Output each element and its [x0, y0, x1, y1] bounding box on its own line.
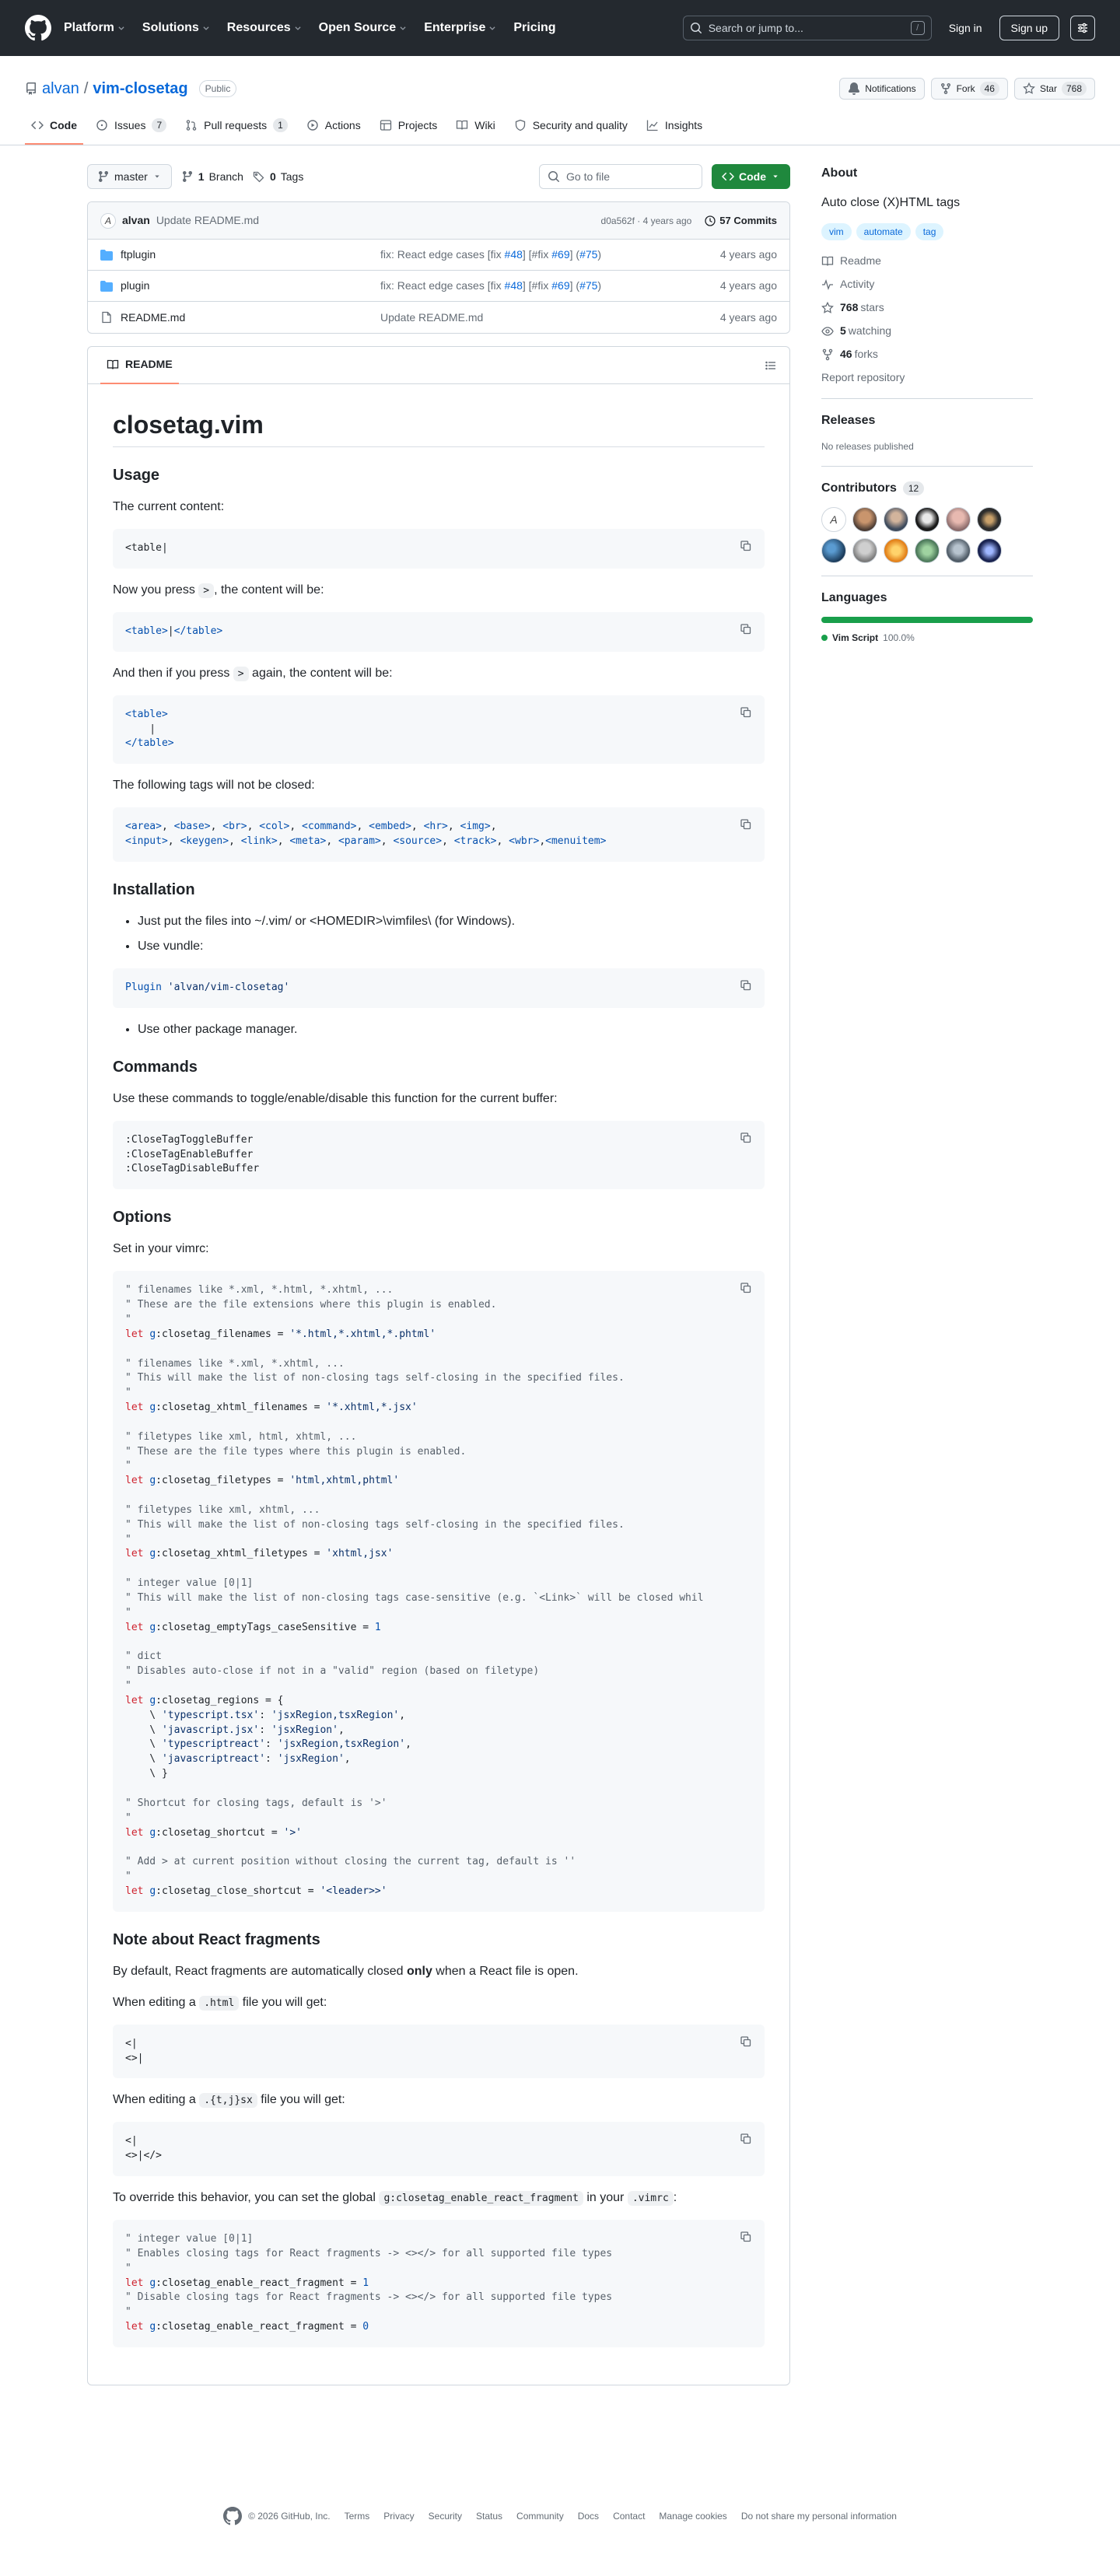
commit-author[interactable]: alvan	[122, 214, 150, 226]
tab-label: Wiki	[474, 118, 495, 131]
repo-actions	[839, 78, 1095, 100]
topic-tag[interactable]: automate	[856, 223, 911, 240]
paragraph-commands: Use these commands to toggle/enable/disable this function for the current buffer:	[113, 1091, 558, 1105]
paragraph-override	[113, 2189, 765, 2207]
text: again, the content will be:	[248, 666, 393, 680]
footer	[0, 2488, 1120, 2557]
nav-item-label: Resources	[226, 21, 291, 34]
tab-wiki[interactable]	[450, 107, 501, 145]
language-bar	[821, 617, 1033, 623]
file-name-link[interactable]	[100, 310, 380, 326]
file-navigation	[87, 164, 790, 189]
book-icon	[821, 255, 834, 268]
list-icon	[765, 359, 777, 372]
file-name: README.md	[121, 310, 186, 324]
commit-message-text: fix: React edge cases [fix	[380, 248, 505, 261]
paragraph-current: The current content:	[113, 500, 225, 513]
branches-label: Branch	[208, 170, 243, 183]
sidebar-link-count: 46	[840, 348, 852, 360]
code-button-label: Code	[739, 170, 766, 183]
avatar[interactable]	[946, 507, 971, 532]
nav-item-solutions[interactable]	[142, 19, 210, 37]
commands-heading: Commands	[113, 1058, 198, 1076]
file-name-link[interactable]	[100, 278, 380, 294]
history-icon	[704, 215, 716, 227]
fork-count: 46	[980, 82, 999, 96]
code-block-1	[113, 529, 765, 569]
issue-link[interactable]: #48	[504, 248, 523, 261]
inline-code: g:closetag_enable_react_fragment	[379, 2191, 583, 2206]
branch-selector[interactable]	[87, 164, 172, 189]
avatar[interactable]	[915, 507, 940, 532]
tag-icon	[253, 170, 265, 183]
file-row	[88, 271, 789, 302]
footer-link[interactable]: Do not share my personal information	[740, 2511, 897, 2522]
sidebar-link-count: 768	[840, 301, 859, 313]
chevron-down-icon	[488, 24, 496, 32]
sign-in-link[interactable]: Sign in	[948, 21, 982, 34]
visibility-badge: Public	[199, 80, 237, 97]
nav-item-label: Pricing	[513, 21, 556, 34]
readme-tab[interactable]	[100, 347, 179, 384]
releases-section	[821, 411, 1033, 453]
language-item[interactable]	[821, 631, 1033, 645]
search-shortcut-key: /	[911, 21, 925, 35]
eye-icon	[821, 325, 834, 338]
path-separator: /	[83, 80, 89, 97]
copy-icon[interactable]	[737, 620, 755, 639]
avatar[interactable]	[884, 507, 908, 532]
list-item: • Use other package manager.	[138, 1020, 765, 1039]
contributors-count: 12	[903, 481, 924, 495]
code-block-html: <| <>|	[113, 2025, 765, 2079]
paragraph-not-closed: The following tags will not be closed:	[113, 779, 315, 793]
code-block-6: :CloseTagToggleBuffer :CloseTagEnableBuffer :CloseTagDisableBuffer	[113, 1121, 765, 1190]
usage-heading: Usage	[113, 467, 160, 484]
chevron-down-icon	[399, 24, 407, 32]
installation-heading: Installation	[113, 880, 195, 898]
footer-link[interactable]: Security	[428, 2511, 462, 2522]
code-block-tsx: <| <>|</>	[113, 2122, 765, 2176]
nav-item-platform[interactable]	[64, 19, 125, 37]
go-to-file-placeholder: Go to file	[566, 170, 611, 183]
menu-button[interactable]	[1070, 16, 1095, 40]
avatar[interactable]	[884, 538, 908, 563]
chevron-down-icon	[152, 172, 162, 181]
copy-icon[interactable]	[737, 703, 755, 722]
graph-icon	[646, 119, 659, 131]
file-date: 4 years ago	[719, 310, 777, 324]
report-link-row	[821, 369, 1033, 386]
repo-icon	[25, 82, 37, 95]
text: Now you press	[113, 583, 199, 597]
tab-label: Insights	[664, 118, 703, 131]
main-layout	[87, 145, 1033, 2385]
copy-icon[interactable]	[737, 2228, 755, 2246]
nav-item-resources[interactable]	[227, 19, 302, 37]
branch-name: master	[114, 170, 148, 183]
nav-item-label: Platform	[64, 21, 114, 34]
releases-heading[interactable]: Releases	[821, 414, 876, 427]
commits-count: 57 Commits	[719, 214, 777, 226]
list-item: • Use vundle:	[138, 937, 765, 956]
text: And then if you press	[113, 666, 233, 680]
divider	[821, 398, 1033, 399]
list-item: • Just put the files into ~/.vim/ or <HOMEDIR>\vimfiles\ (for Windows).	[138, 912, 765, 931]
bell-icon	[848, 82, 860, 95]
tab-actions[interactable]	[300, 107, 367, 145]
pulse-icon	[821, 278, 834, 291]
avatar[interactable]	[852, 538, 877, 563]
commit-message-text: fix: React edge cases [fix	[380, 279, 505, 292]
table-icon	[380, 119, 392, 131]
search-icon	[548, 170, 560, 183]
options-heading: Options	[113, 1209, 172, 1227]
language-percent: 100.0%	[883, 632, 915, 643]
report-repository-link[interactable]: Report repository	[821, 371, 905, 383]
inline-code: >	[233, 667, 249, 681]
file-row	[88, 302, 789, 333]
github-logo-icon[interactable]	[223, 2507, 242, 2525]
sidebar-link-stars[interactable]	[821, 299, 1033, 316]
pull-request-icon	[185, 119, 198, 131]
tags-label: Tags	[280, 170, 304, 183]
repo-content	[87, 164, 790, 2385]
text: When editing a	[113, 2093, 200, 2107]
avatar[interactable]: A	[821, 507, 846, 532]
languages-heading: Languages	[821, 591, 887, 604]
commit-hash-date[interactable]: d0a562f · 4 years ago	[600, 215, 692, 226]
copy-icon[interactable]	[737, 976, 755, 995]
nav-item-label: Enterprise	[424, 21, 486, 34]
fork-icon	[821, 348, 834, 361]
tab-count: 1	[273, 118, 288, 132]
repo-header	[0, 56, 1120, 145]
avatar[interactable]	[852, 507, 877, 532]
footer-link[interactable]: Docs	[577, 2511, 600, 2522]
sidebar-link-label: Readme	[840, 254, 881, 267]
code-block-override: " integer value [0|1] " Enables closing tags for React fragments -> <></> for all supported file types " let g:closetag_enable_react_fragment = 1 " Disable closing tags for React fragments -> <></> for all supported file types " let g:closetag_enable_react_fragment = 0	[113, 2220, 765, 2347]
global-search[interactable]	[683, 16, 932, 40]
go-to-file-input[interactable]	[539, 164, 702, 189]
readme-header	[88, 347, 789, 384]
paragraph-now	[113, 581, 765, 600]
copy-icon[interactable]	[737, 2130, 755, 2148]
language-name: Vim Script	[832, 632, 879, 643]
text: :	[673, 2191, 677, 2205]
nav-item-label: Solutions	[142, 21, 199, 34]
sidebar-link-watching[interactable]	[821, 323, 1033, 339]
copy-icon[interactable]	[737, 815, 755, 834]
topic-tag[interactable]: vim	[821, 223, 852, 240]
nav-item-enterprise[interactable]	[424, 19, 496, 37]
language-dot-icon	[821, 635, 828, 641]
outline-button[interactable]	[765, 359, 777, 372]
repo-tabs	[0, 107, 1120, 145]
repo-name-link[interactable]: vim-closetag	[93, 80, 188, 97]
star-icon	[1023, 82, 1035, 95]
file-name: ftplugin	[121, 248, 156, 261]
tab-projects[interactable]	[373, 107, 444, 145]
copy-icon[interactable]	[737, 1129, 755, 1147]
file-name: plugin	[121, 279, 150, 292]
file-commit-message: fix: React edge cases [fix #48] [#fix #69] (#75)	[380, 279, 602, 292]
latest-commit-row	[88, 202, 789, 240]
star-label: Star	[1039, 83, 1057, 94]
sidebar-link-label: stars	[860, 301, 884, 313]
tab-issues[interactable]	[89, 107, 173, 145]
nav-item-label: Open Source	[318, 21, 397, 34]
tab-pull-requests[interactable]	[179, 107, 294, 145]
avatar[interactable]	[915, 538, 940, 563]
sidebar-link-Activity[interactable]	[821, 276, 1033, 292]
file-icon	[100, 311, 113, 324]
file-row	[88, 240, 789, 271]
sign-up-button[interactable]: Sign up	[999, 16, 1059, 40]
file-list	[87, 201, 790, 334]
github-logo-icon[interactable]	[25, 15, 51, 41]
footer-link[interactable]: Community	[516, 2511, 564, 2522]
text: When editing a	[113, 1995, 200, 2009]
text: To override this behavior, you can set the global	[113, 2191, 380, 2205]
branches-count: 1	[198, 170, 205, 183]
paragraph-html	[113, 1993, 765, 2012]
text: file you will get:	[257, 2093, 345, 2107]
chevron-down-icon	[771, 172, 780, 181]
text: in your	[583, 2191, 628, 2205]
sidebar-link-forks[interactable]	[821, 346, 1033, 362]
sliders-icon	[1076, 22, 1089, 34]
branch-icon	[181, 170, 194, 183]
paragraph-vimrc: Set in your vimrc:	[113, 1242, 209, 1256]
tab-label: Actions	[324, 118, 361, 131]
file-date: 4 years ago	[719, 279, 777, 292]
code-icon	[722, 170, 734, 183]
text: , the content will be:	[214, 583, 324, 597]
tab-count: 7	[152, 118, 166, 132]
copyright-text: © 2026 GitHub, Inc.	[248, 2511, 331, 2522]
copy-icon[interactable]	[737, 2032, 755, 2051]
readme-panel	[87, 346, 790, 2385]
inline-code: .vimrc	[628, 2191, 674, 2206]
repo-title-row	[0, 56, 1120, 107]
tab-label: Projects	[397, 118, 438, 131]
contributors-avatars	[821, 507, 1033, 563]
sidebar-link-label: watching	[848, 324, 892, 337]
repo-description: Auto close (X)HTML tags	[821, 196, 961, 209]
footer-link[interactable]: Terms	[344, 2511, 370, 2522]
contributors-section	[821, 479, 1033, 563]
commit-meta	[601, 213, 777, 229]
readme-body	[88, 384, 789, 2385]
chevron-down-icon	[294, 24, 302, 32]
fork-icon	[940, 82, 952, 95]
repo-path	[25, 77, 236, 100]
avatar[interactable]: A	[100, 213, 116, 229]
footer-link[interactable]: Manage cookies	[659, 2511, 727, 2522]
global-header	[0, 0, 1120, 56]
issue-link[interactable]: #69	[551, 248, 570, 261]
copy-icon[interactable]	[737, 1279, 755, 1297]
issue-link[interactable]: #48	[504, 279, 523, 292]
shield-icon	[514, 119, 527, 131]
star-icon	[821, 302, 834, 314]
code-block-4: <area>, <base>, <br>, <col>, <command>, <embed>, <hr>, <img>, <input>, <keygen>, <link>, <meta>, <param>, <source>, <track>, <wbr>,<menuitem>	[113, 807, 765, 862]
global-nav	[64, 19, 556, 37]
tags-count: 0	[269, 170, 276, 183]
no-releases-text: No releases published	[821, 441, 914, 452]
folder-icon	[100, 249, 113, 261]
commit-message[interactable]: Update README.md	[156, 214, 260, 226]
code-block-2: <table>|</table>	[113, 612, 765, 652]
sidebar	[821, 164, 1033, 2385]
readme-tab-label: README	[125, 358, 173, 370]
inline-code: .{t,j}sx	[199, 2093, 257, 2108]
file-date: 4 years ago	[719, 248, 777, 261]
tags-link[interactable]	[253, 169, 303, 185]
footer-copyright	[223, 2507, 331, 2525]
install-list	[113, 912, 765, 956]
code-icon	[31, 119, 44, 131]
file-name-link[interactable]	[100, 247, 380, 263]
bold-text: only	[406, 1964, 432, 1978]
book-icon	[107, 359, 119, 371]
code-button[interactable]	[712, 164, 790, 189]
folder-icon	[100, 280, 113, 292]
sidebar-link-Readme[interactable]	[821, 253, 1033, 269]
chevron-down-icon	[117, 24, 125, 32]
paragraph-react	[113, 1962, 765, 1981]
star-count: 768	[1062, 82, 1087, 96]
about-heading: About	[821, 166, 858, 180]
tab-label: Security and quality	[532, 118, 628, 131]
tab-label: Pull requests	[204, 118, 268, 131]
issue-link[interactable]: #75	[579, 279, 598, 292]
star-button[interactable]	[1014, 78, 1095, 100]
divider	[821, 466, 1033, 467]
install-list-2	[113, 1020, 765, 1039]
issue-link[interactable]: #75	[579, 248, 598, 261]
languages-section	[821, 589, 1033, 645]
footer-link[interactable]: Status	[476, 2511, 503, 2522]
tab-label: Issues	[114, 118, 146, 131]
sidebar-link-count: 5	[840, 324, 846, 337]
book-icon	[456, 119, 468, 131]
file-commit-message: fix: React edge cases [fix #48] [#fix #69] (#75)	[380, 248, 602, 261]
avatar[interactable]	[946, 538, 971, 563]
sidebar-link-label: forks	[854, 348, 878, 360]
nav-item-open-source[interactable]	[319, 19, 408, 37]
search-icon	[690, 22, 702, 34]
topic-tag[interactable]: tag	[915, 223, 944, 240]
issue-icon	[96, 119, 108, 131]
play-icon	[306, 119, 319, 131]
search-placeholder: Search or jump to...	[708, 21, 803, 34]
readme-title: closetag.vim	[113, 409, 765, 447]
nav-item-pricing[interactable]	[513, 19, 555, 37]
chevron-down-icon	[202, 24, 210, 32]
commits-link[interactable]	[704, 213, 777, 229]
about-section	[821, 164, 1033, 386]
code-block-options: " filenames like *.xml, *.html, *.xhtml, ... " These are the file extensions where this plugin is enabled. " let g:closetag_filenames = '*.html,*.xhtml,*.phtml' " filenames like *.xml, *.xhtml, ... " This will make the list of non-closing tags self-closing in the specified files. " let g:closetag_xhtml_filenames = '*.xhtml,*.jsx' " filetypes like xml, html, xhtml, ... " These are the file types where this plugin is enabled. " let g:closetag_filetypes = 'html,xhtml,phtml' " filetypes like xml, xhtml, ... " This will make the list of non-closing tags self-closing in the specified files. " let g:closetag_xhtml_filetypes = 'xhtml,jsx' " integer value [0|1] " This will make the list of non-closing tags case-sensitive (e.g. `<Link>` will be closed whil " let g:closetag_emptyTags_caseSensitive = 1 " dict " Disables auto-close if not in a "valid" region (based on filetype) " let g:closetag_regions = { \ 'typescript.tsx': 'jsxRegion,tsxRegion', \ 'javascript.jsx': 'jsxRegion', \ 'typescriptreact': 'jsxRegion,tsxRegion', \ 'javascriptreact': 'jsxRegion', \ } " Shortcut for closing tags, default is '>' " let g:closetag_shortcut = '>' " Add > at current position without closing the current tag, default is '' " let g:closetag_close_shortcut = '<leader>>'	[113, 1271, 765, 1911]
header-actions	[683, 16, 1095, 40]
text: file you will get:	[239, 1995, 327, 2009]
sidebar-link-label: Activity	[840, 278, 875, 290]
tab-label: Code	[50, 118, 77, 131]
react-heading: Note about React fragments	[113, 1930, 320, 1948]
tab-insights[interactable]	[640, 107, 709, 145]
tab-code[interactable]	[25, 107, 83, 145]
code-block-3: <table> | </table>	[113, 695, 765, 765]
fork-button[interactable]	[931, 78, 1008, 100]
contributors-heading[interactable]: Contributors	[821, 481, 897, 495]
topics	[821, 223, 1033, 240]
repo-owner-link[interactable]: alvan	[42, 80, 79, 97]
text: By default, React fragments are automatically closed	[113, 1964, 407, 1978]
issue-link[interactable]: #69	[551, 279, 570, 292]
avatar[interactable]	[977, 538, 1002, 563]
footer-link[interactable]: Privacy	[383, 2511, 415, 2522]
copy-icon[interactable]	[737, 537, 755, 555]
footer-link[interactable]: Contact	[613, 2511, 646, 2522]
avatar[interactable]	[977, 507, 1002, 532]
fork-label: Fork	[956, 83, 975, 94]
branch-icon	[97, 170, 110, 183]
commit-message-link[interactable]: Update README.md	[380, 310, 484, 324]
inline-code: >	[198, 583, 214, 598]
file-commit-message	[380, 310, 684, 326]
paragraph-tsx	[113, 2091, 765, 2109]
code-text: <table|	[125, 542, 168, 554]
text: when a React file is open.	[432, 1964, 579, 1978]
code-block-5: Plugin 'alvan/vim-closetag'	[113, 968, 765, 1008]
notifications-label: Notifications	[865, 83, 916, 94]
inline-code: .html	[199, 1996, 239, 2011]
avatar[interactable]	[821, 538, 846, 563]
paragraph-again	[113, 664, 765, 683]
branches-link[interactable]	[181, 169, 243, 185]
notifications-button[interactable]	[839, 78, 924, 100]
tab-security-and-quality[interactable]	[508, 107, 634, 145]
